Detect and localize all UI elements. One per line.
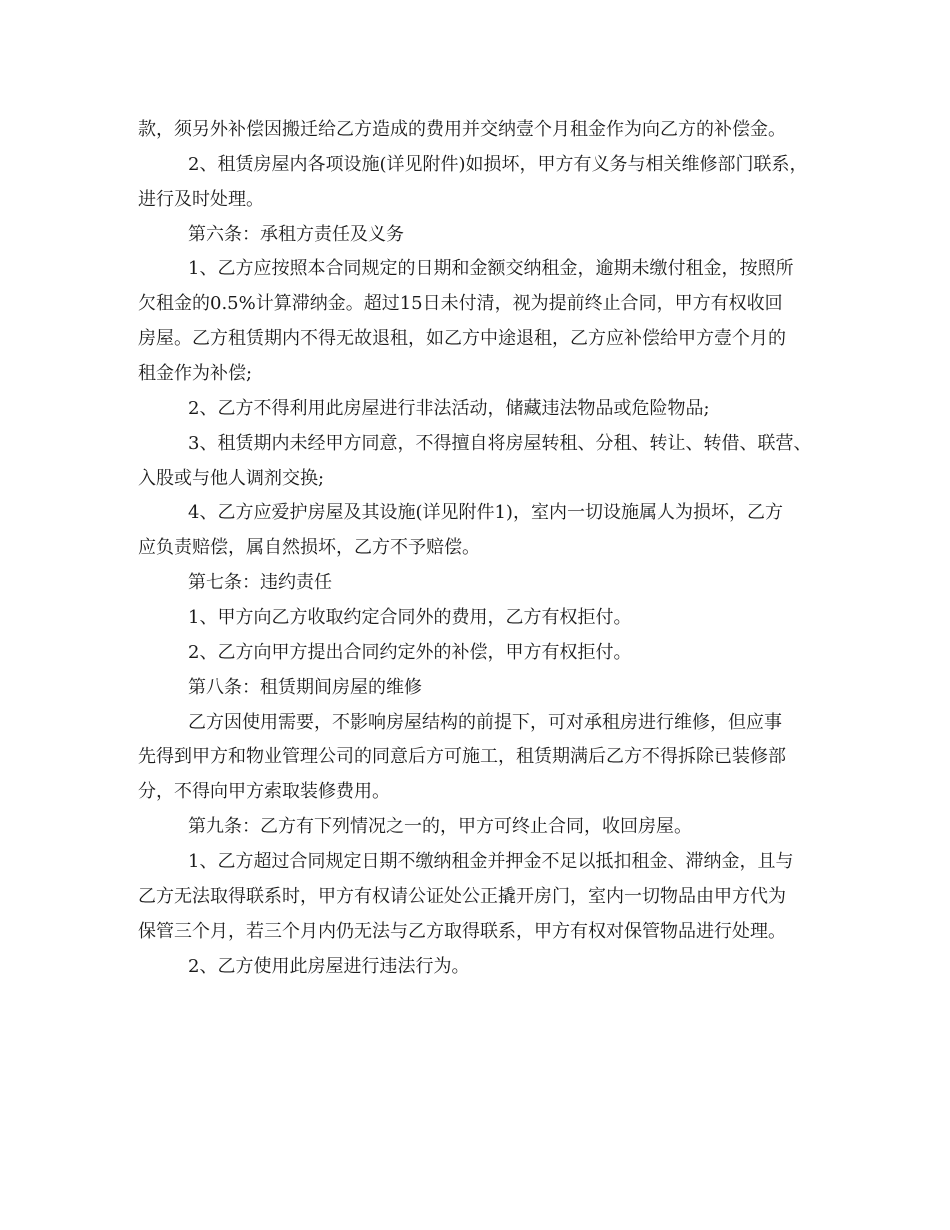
text-line: 2、乙方使用此房屋进行违法行为。 <box>188 956 470 977</box>
text-line: 4、乙方应爱护房屋及其设施(详见附件1)，室内一切设施属人为损坏，乙方 <box>188 502 783 523</box>
text-line: 乙方无法取得联系时，甲方有权请公证处公正撬开房门，室内一切物品由甲方代为 <box>138 886 786 907</box>
section-heading: 第六条：承租方责任及义务 <box>188 224 404 245</box>
text-line: 款，须另外补偿因搬迁给乙方造成的费用并交纳壹个月租金作为向乙方的补偿金。 <box>138 119 786 140</box>
section-heading: 第九条：乙方有下列情况之一的，甲方可终止合同，收回房屋。 <box>188 816 692 837</box>
text-line: 乙方因使用需要，不影响房屋结构的前提下，可对承租房进行维修，但应事 <box>188 712 782 733</box>
text-line: 房屋。乙方租赁期内不得无故退租，如乙方中途退租，乙方应补偿给甲方壹个月的 <box>138 328 786 349</box>
text-line: 1、乙方应按照本合同规定的日期和金额交纳租金，逾期未缴付租金，按照所 <box>188 258 794 279</box>
section-heading: 第八条：租赁期间房屋的维修 <box>188 677 422 698</box>
text-line: 先得到甲方和物业管理公司的同意后方可施工，租赁期满后乙方不得拆除已装修部 <box>138 746 786 767</box>
text-line: 2、乙方向甲方提出合同约定外的补偿，甲方有权拒付。 <box>188 642 632 663</box>
text-line: 1、甲方向乙方收取约定合同外的费用，乙方有权拒付。 <box>188 607 632 628</box>
text-line: 2、乙方不得利用此房屋进行非法活动，储藏违法物品或危险物品; <box>188 398 710 419</box>
text-line: 3、租赁期内未经甲方同意，不得擅自将房屋转租、分租、转让、转借、联营、 <box>188 433 812 454</box>
text-line: 进行及时处理。 <box>138 189 264 210</box>
section-heading: 第七条：违约责任 <box>188 572 332 593</box>
text-line: 入股或与他人调剂交换; <box>138 468 325 489</box>
text-line: 保管三个月，若三个月内仍无法与乙方取得联系，甲方有权对保管物品进行处理。 <box>138 921 786 942</box>
text-line: 2、租赁房屋内各项设施(详见附件)如损坏，甲方有义务与相关维修部门联系， <box>188 154 808 175</box>
text-line: 应负责赔偿，属自然损坏，乙方不予赔偿。 <box>138 537 480 558</box>
text-line: 租金作为补偿; <box>138 363 253 384</box>
text-line: 分，不得向甲方索取装修费用。 <box>138 781 390 802</box>
text-line: 1、乙方超过合同规定日期不缴纳租金并押金不足以抵扣租金、滞纳金，且与 <box>188 851 794 872</box>
text-line: 欠租金的0.5%计算滞纳金。超过15日未付清，视为提前终止合同，甲方有权收回 <box>138 293 783 314</box>
